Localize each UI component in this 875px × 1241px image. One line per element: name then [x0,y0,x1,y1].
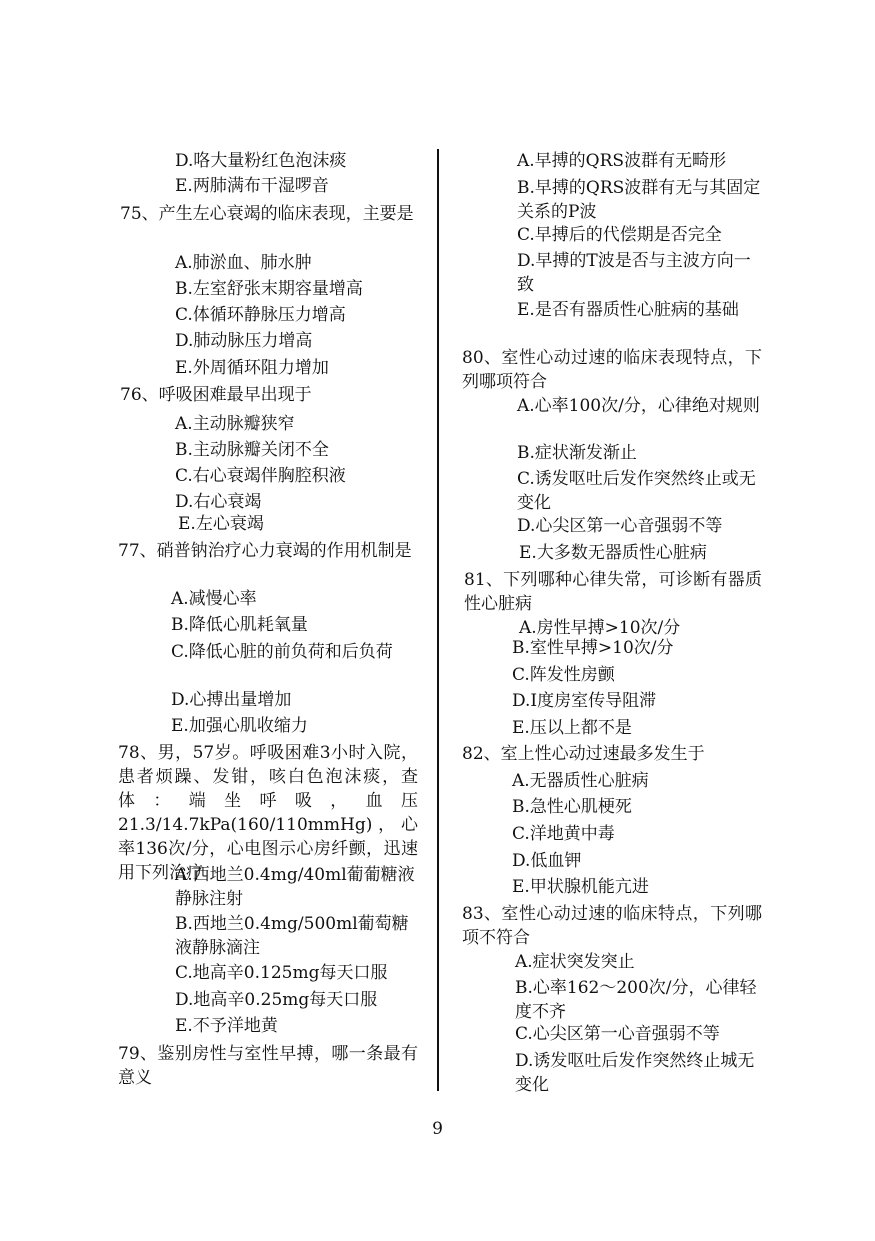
answer-option: B.室性早搏>10次/分 [512,638,674,658]
question-stem: 78、男，57岁。呼吸困难3小时入院，患者烦躁、发钳，咳白色泡沫痰，查体：端坐呼吸，血压21.3/14.7kPa(160/110mmHg)，心率136次/分，心电图示心房纤颤，迅速用下列治疗 [118,743,418,883]
answer-option: B.左室舒张末期容量增高 [175,279,363,299]
answer-option: D.肺动脉压力增高 [175,331,313,351]
answer-option: D.地高辛0.25mg每天口服 [175,990,378,1010]
answer-option: A.肺淤血、肺水肿 [175,253,312,273]
answer-option: A.症状突发突止 [515,952,635,972]
answer-option: E.不予洋地黄 [175,1016,278,1036]
answer-option: D.I度房室传导阻滞 [512,691,657,711]
answer-option: D.咯大量粉红色泡沫痰 [175,151,347,171]
answer-option: A.房性早搏>10次/分 [519,618,681,638]
answer-option: E.加强心肌收缩力 [171,716,308,736]
question-stem: 82、室上性心动过速最多发生于 [462,744,705,764]
answer-option: C.降低心脏的前负荷和后负荷 [171,642,393,662]
answer-option: A.主动脉瓣狭窄 [175,414,295,434]
answer-option: C.阵发性房颤 [512,665,615,685]
answer-option: A.心率100次/分，心律绝对规则 [517,396,760,416]
page-number: 9 [432,1119,443,1139]
answer-option: D.低血钾 [512,851,582,871]
question-stem: 81、下列哪种心律失常，可诊断有器质性心脏病 [464,570,762,614]
answer-option: A.减慢心率 [171,589,257,609]
question-stem: 76、呼吸困难最早出现于 [120,385,312,405]
answer-option: D.心搏出量增加 [171,690,292,710]
answer-option: A.早搏的QRS波群有无畸形 [517,151,727,171]
answer-option: B.西地兰0.4mg/500ml葡萄糖液静脉滴注 [175,914,409,958]
answer-option: C.心尖区第一心音强弱不等 [515,1024,720,1044]
question-stem: 75、产生左心衰竭的临床表现，主要是 [120,204,414,224]
answer-option: D.诱发呕吐后发作突然终止城无变化 [515,1051,755,1095]
answer-option: E.两肺满布干湿啰音 [175,176,329,196]
answer-option: B.早搏的QRS波群有无与其固定关系的P波 [517,178,761,222]
column-divider [437,149,439,1091]
answer-option: C.早搏后的代偿期是否完全 [517,225,722,245]
answer-option: E.是否有器质性心脏病的基础 [517,300,739,320]
answer-option: E.左心衰竭 [178,514,264,534]
answer-option: E.甲状腺机能亢进 [512,877,649,897]
question-stem: 79、鉴别房性与室性早搏，哪一条最有意义 [118,1044,418,1088]
answer-option: A.西地兰0.4mg/40ml葡葡糖液静脉注射 [175,865,415,909]
answer-option: B.主动脉瓣关闭不全 [175,440,329,460]
answer-option: E.外周循环阻力增加 [175,358,329,378]
question-stem: 80、室性心动过速的临床表现特点，下列哪项符合 [462,348,762,392]
answer-option: C.诱发呕吐后发作突然终止或无变化 [517,469,756,513]
answer-option: C.地高辛0.125mg每天口服 [175,963,388,983]
answer-option: B.症状渐发渐止 [517,443,637,463]
answer-option: B.降低心肌耗氧量 [171,615,308,635]
answer-option: B.急性心肌梗死 [512,797,632,817]
answer-option: E.压以上都不是 [512,718,632,738]
answer-option: D.心尖区第一心音强弱不等 [517,516,723,536]
question-stem: 77、硝普钠治疗心力衰竭的作用机制是 [118,541,412,561]
answer-option: B.心率162～200次/分，心律轻度不齐 [515,978,757,1022]
answer-option: A.无器质性心脏病 [512,771,649,791]
answer-option: D.早搏的T波是否与主波方向一致 [517,251,751,295]
answer-option: D.右心衰竭 [175,492,262,512]
question-stem: 83、室性心动过速的临床特点，下列哪项不符合 [462,904,762,948]
answer-option: C.体循环静脉压力增高 [175,305,346,325]
answer-option: C.右心衰竭伴胸腔积液 [175,466,346,486]
answer-option: C.洋地黄中毒 [512,824,615,844]
answer-option: E.大多数无器质性心脏病 [519,543,707,563]
